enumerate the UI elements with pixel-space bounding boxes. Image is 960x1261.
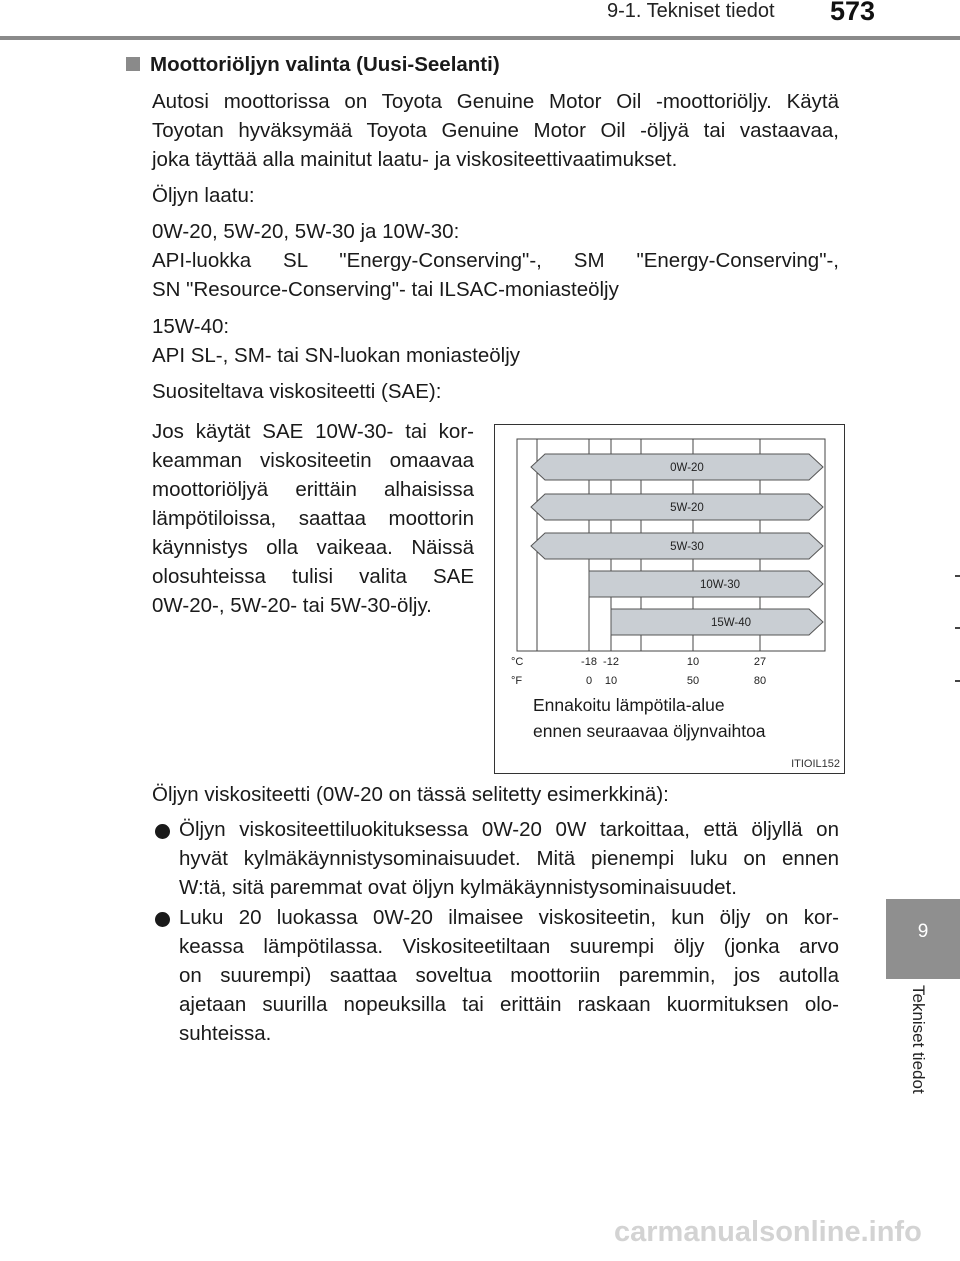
- viscosity-grade-label: 5W-20: [670, 502, 704, 514]
- bullet-line: hyvät kylmäkäynnistysominaisuudet. Mitä pienempi luku on ennen: [179, 847, 839, 870]
- bullet-line: Öljyn viskositeettiluokituksessa 0W-20 0W tarkoittaa, että öljyllä on: [179, 818, 839, 841]
- fahrenheit-tick-label: 10: [604, 675, 618, 687]
- section-marker-icon: [126, 57, 140, 71]
- oil-quality-label: Öljyn laatu:: [152, 184, 255, 207]
- figure-code: ITIOIL152: [791, 758, 840, 770]
- side-text-line: keamman viskositeetin omaavaa: [152, 449, 474, 472]
- viscosity-explained: Öljyn viskositeetti (0W-20 on tässä selitetty esimerkkinä):: [152, 783, 669, 806]
- celsius-tick-label: -12: [603, 656, 619, 668]
- fahrenheit-tick-label: 50: [686, 675, 700, 687]
- side-text-line: olosuhteissa tulisi valita SAE: [152, 565, 474, 588]
- viscosity-label: Suositeltava viskositeetti (SAE):: [152, 380, 442, 403]
- side-text-line: lämpötiloissa, saattaa moottorin: [152, 507, 474, 530]
- chart-caption-line: ennen seuraavaa öljynvaihtoa: [533, 721, 766, 741]
- viscosity-grade-label: 15W-40: [710, 617, 752, 629]
- watermark: carmanualsonline.info: [614, 1216, 922, 1248]
- bullet-line: suhteissa.: [179, 1022, 272, 1045]
- side-text-line: moottoriöljyä erittäin alhaisissa: [152, 478, 474, 501]
- edge-mark: [955, 627, 960, 629]
- bullet-line: keassa lämpötilassa. Viskositeetiltaan suurempi öljy (jonka arvo: [179, 935, 839, 958]
- bullet-line: ajetaan suurilla nopeuksilla tai erittäin raskaan kuormituksen olo-: [179, 993, 839, 1016]
- viscosity-grade-label: 0W-20: [670, 462, 704, 474]
- unit-fahrenheit-label: °F: [511, 675, 523, 687]
- celsius-tick-label: 27: [753, 656, 767, 668]
- intro-line: joka täyttää alla mainitut laatu- ja viskositeettivaatimukset.: [152, 148, 678, 171]
- viscosity-grade-label: 10W-30: [699, 579, 741, 591]
- grade-line: SN "Resource-Conserving"- tai ILSAC-moniasteöljy: [152, 278, 619, 301]
- unit-celsius-label: °C: [511, 656, 524, 668]
- viscosity-grade-label: 5W-30: [670, 541, 704, 553]
- bullet-line: W:tä, sitä paremmat ovat öljyn kylmäkäynnistysominaisuudet.: [179, 876, 737, 899]
- viscosity-chart: [494, 424, 845, 774]
- celsius-tick-label: -18: [581, 656, 597, 668]
- header-section-title: 9-1. Tekniset tiedot: [607, 0, 775, 22]
- header-rule: [0, 36, 960, 40]
- page-number: 573: [830, 0, 876, 26]
- chapter-label: Tekniset tiedot: [909, 985, 928, 1094]
- celsius-tick-label: 10: [686, 656, 700, 668]
- chapter-tab: 9: [886, 899, 960, 979]
- grade-line: API-luokka SL "Energy-Conserving"-, SM "Energy-Conserving"-,: [152, 249, 839, 272]
- grade-line: API SL-, SM- tai SN-luokan moniasteöljy: [152, 344, 520, 367]
- intro-line: Toyotan hyväksymää Toyota Genuine Motor Oil -öljyä tai vastaavaa,: [152, 119, 839, 142]
- bullet-icon: [155, 912, 170, 927]
- edge-mark: [955, 680, 960, 682]
- side-text-line: Jos käytät SAE 10W-30- tai kor-: [152, 420, 474, 443]
- fahrenheit-tick-label: 80: [753, 675, 767, 687]
- chart-caption-line: Ennakoitu lämpötila-alue: [533, 695, 725, 715]
- grade-line: 15W-40:: [152, 315, 230, 338]
- side-text-line: 0W-20-, 5W-20- tai 5W-30-öljy.: [152, 594, 432, 617]
- fahrenheit-tick-label: 0: [585, 675, 593, 687]
- side-text-line: käynnistys olla vaikeaa. Näissä: [152, 536, 474, 559]
- section-title: Moottoriöljyn valinta (Uusi-Seelanti): [150, 53, 500, 76]
- intro-line: Autosi moottorissa on Toyota Genuine Motor Oil -moottoriöljy. Käytä: [152, 90, 839, 113]
- bullet-line: on suurempi) saattaa soveltua moottoriin paremmin, jos autolla: [179, 964, 839, 987]
- bullet-icon: [155, 824, 170, 839]
- grade-line: 0W-20, 5W-20, 5W-30 ja 10W-30:: [152, 220, 460, 243]
- edge-mark: [955, 575, 960, 577]
- bullet-line: Luku 20 luokassa 0W-20 ilmaisee viskositeetin, kun öljy on kor-: [179, 906, 839, 929]
